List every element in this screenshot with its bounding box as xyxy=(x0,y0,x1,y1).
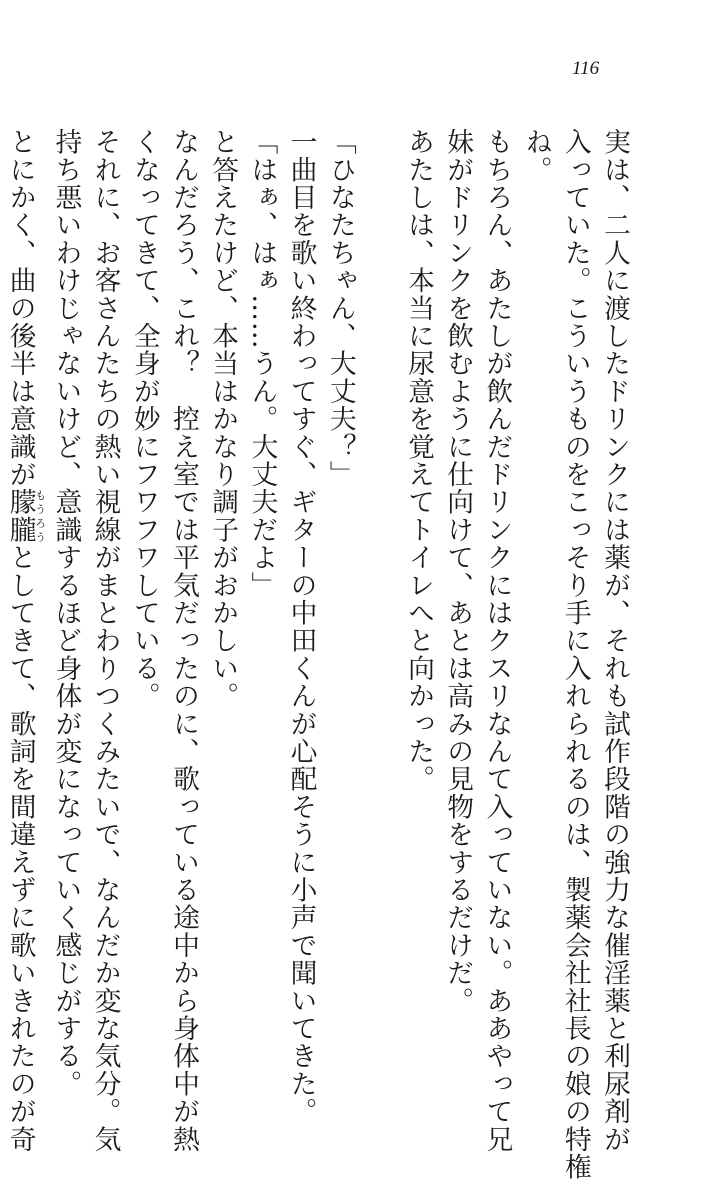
text-line: もちろん、あたしが飲んだドリンクにはクスリなんて入っていない。ああやって兄 xyxy=(481,128,513,1153)
text-line: 「ひなたちゃん、大丈夫？」 xyxy=(324,128,356,489)
text-line: なんだろう、これ？ 控え室では平気だったのに、歌っている途中から身体中が熱 xyxy=(167,128,199,1153)
text-segment: としてきて、歌詞を間違えずに歌いきれたのが奇 xyxy=(4,543,36,1153)
text-line: 入っていた。こういうものをこっそり手に入れられるのは、製薬会社社長の娘の特権 xyxy=(559,128,591,1181)
ruby-annotation xyxy=(4,488,47,544)
page-number: 116 xyxy=(572,58,600,79)
ruby-reading: もうろう xyxy=(33,488,47,544)
text-line: 持ち悪いわけじゃないけど、意識するほど身体が変になっていく感じがする。 xyxy=(50,128,82,1098)
text-line: くなってきて、全身が妙にフワフワしている。 xyxy=(128,128,160,710)
text-line: と答えたけど、本当はかなり調子がおかしい。 xyxy=(207,128,239,710)
text-line: ね。 xyxy=(520,128,552,184)
text-line: あたしは、本当に尿意を覚えてトイレへと向かった。 xyxy=(402,128,434,793)
text-line: それに、お客さんたちの熱い視線がまとわりつくみたいで、なんだか変な気分。気 xyxy=(89,128,121,1153)
novel-text-body xyxy=(0,128,634,1181)
text-line: 実は、二人に渡したドリンクには薬が、それも試作段階の強力な催淫薬と利尿剤が xyxy=(599,128,630,1153)
paragraph-gap xyxy=(360,128,399,988)
ruby-base: 朦朧 xyxy=(4,488,36,544)
text-line-with-ruby xyxy=(0,128,47,1153)
text-line: 「はぁ、はぁ……うん。大丈夫だよ」 xyxy=(246,128,278,599)
text-segment: とにかく、曲の後半は意識が xyxy=(4,128,36,489)
text-line: 妹がドリンクを飲むように仕向けて、あとは高みの見物をするだけだ。 xyxy=(442,128,474,1015)
text-line: 一曲目を歌い終わってすぐ、ギターの中田くんが心配そうに小声で聞いてきた。 xyxy=(285,128,317,1126)
